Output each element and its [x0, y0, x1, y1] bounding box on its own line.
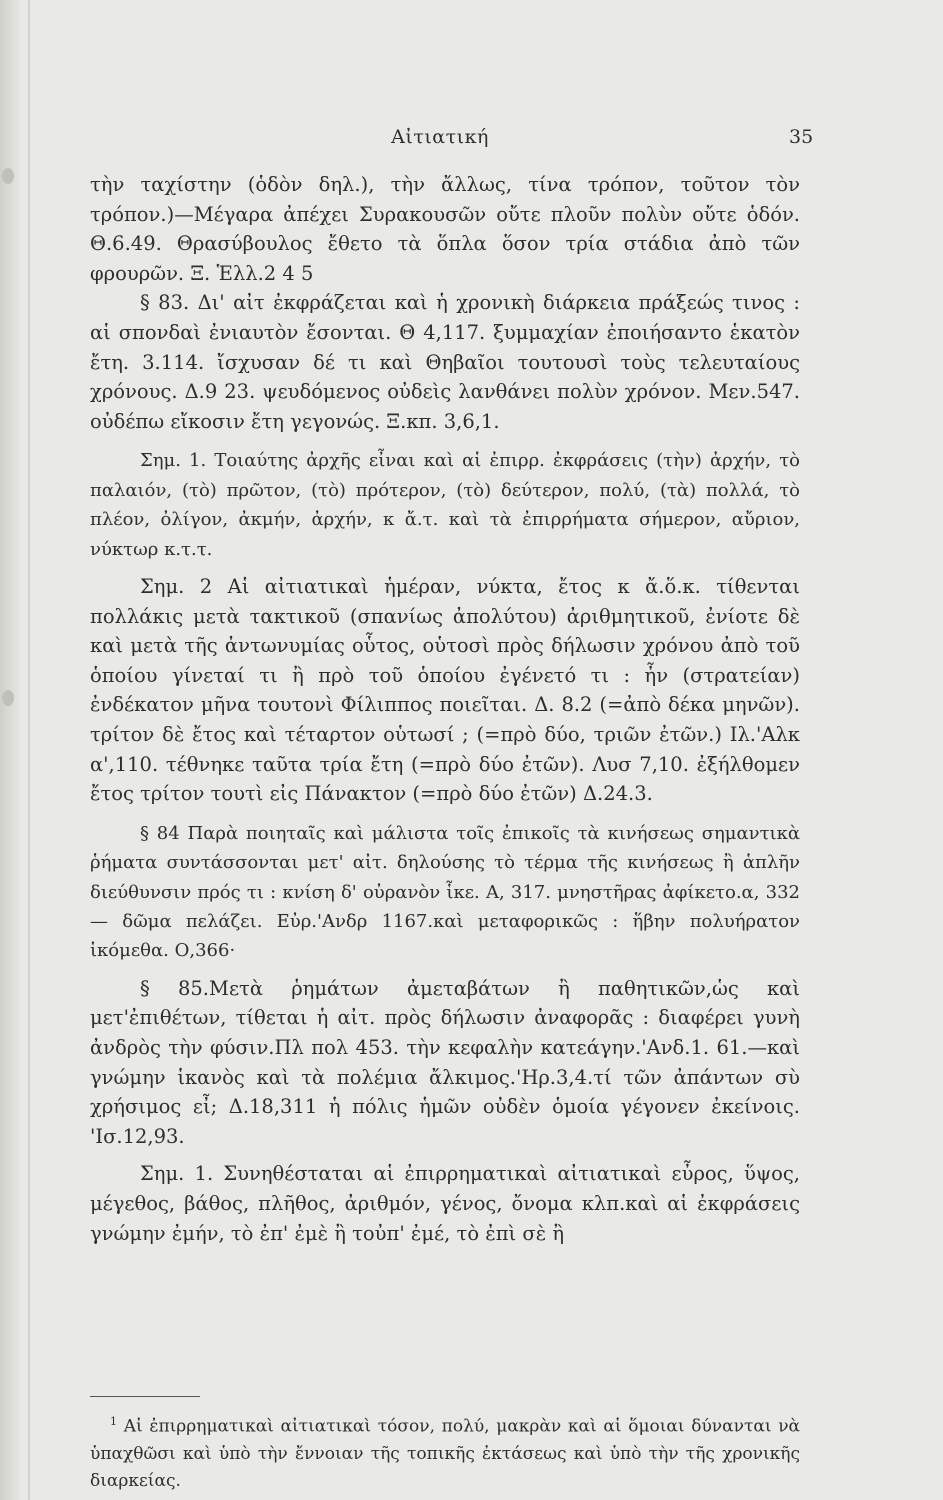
running-title: Αἰτιατική [391, 126, 489, 148]
paragraph-continuation: τὴν ταχίστην (ὁδὸν δηλ.), τὴν ἄλλως, τίνα τρόπον, τοῦτον τὸν τρόπον.)—Μέγαρα ἀπέχει Συρακουσῶν οὔτε πλοῦν πολὺν οὔτε ὁδόν. Θ.6.49. Θρασύβουλος ἔθετο τὰ ὅπλα ὅσον τρία στάδια ἀπὸ τῶν φρουρῶν. Ξ. Ἑλλ.2 4 5 [90, 173, 800, 285]
binding-crease [28, 0, 30, 1500]
binding-hole [2, 690, 14, 706]
main-text [90, 170, 800, 1248]
note-1-section-85: Σημ. 1. Συνηθέσταται αἱ ἐπιρρηματικαὶ αἰτιατικαὶ εὖρος, ὕψος, μέγεθος, βάθος, πλῆθος, ἀριθμόν, γένος, ὄνομα κλπ.καὶ αἱ ἐκφράσεις γνώμην ἐμήν, τὸ ἐπ' ἐμὲ ἢ τοὐπ' ἐμέ, τὸ ἐπὶ σὲ ἢ [90, 1162, 800, 1245]
section-85: § 85.Μετὰ ῥημάτων ἀμεταβάτων ἢ παθητικῶν,ὡς καὶ μετ'ἐπιθέτων, τίθεται ἡ αἰτ. πρὸς δήλωσιν ἀναφορᾶς : διαφέρει γυνὴ ἀνδρὸς τὴν φύσιν.Πλ πολ 453. τὴν κεφαλὴν κατεάγην.'Ανδ.1. 61.—καὶ γνώμην ἱκανὸς καὶ τὰ πολέμια ἄλκιμος.'Ηρ.3,4.τί τῶν ἀπάντων σὺ χρήσιμος εἶ; Δ.18,311 ἡ πόλις ἡμῶν οὐδὲν ὁμοία γέγονεν ἐκείνοις. 'Ισ.12,93. [90, 976, 800, 1148]
footnote [90, 1408, 800, 1495]
page-number: 35 [789, 126, 814, 148]
section-84: § 84 Παρὰ ποιηταῖς καὶ μάλιστα τοῖς ἐπικοῖς τὰ κινήσεως σημαντικὰ ῥήματα συντάσσονται μετ' αἰτ. δηλούσης τὸ τέρμα τῆς κινήσεως ἢ ἁπλῆν διεύθυνσιν πρός τι : κνίση δ' οὐρανὸν ἷκε. Α, 317. μνηστῆρας ἀφίκετο.α, 332 — δῶμα πελάζει. Εὐρ.'Ανδρ 1167.καὶ μεταφορικῶς : ἥβην πολυήρατον ἱκόμεθα. Ο,366· [90, 822, 800, 962]
page-binding-shadow [0, 0, 20, 1500]
footnote-text: Αἱ ἐπιρρηματικαὶ αἰτιατικαὶ τόσον, πολύ, μακρὰν καὶ αἱ ὅμοιαι δύνανται νὰ ὑπαχθῶσι καὶ ὑπὸ τὴν ἔννοιαν τῆς τοπικῆς ἐκτάσεως καὶ ὑπὸ τὴν τῆς χρονικῆς διαρκείας. [90, 1416, 801, 1491]
footnote-divider [90, 1396, 200, 1397]
section-83: § 83. Δι' αἰτ ἐκφράζεται καὶ ἡ χρονικὴ διάρκεια πράξεώς τινος : αἱ σπονδαὶ ἐνιαυτὸν ἔσονται. Θ 4,117. ξυμμαχίαν ἐποιήσαντο ἑκατὸν ἔτη. 3.114. ἴσχυσαν δέ τι καὶ Θηβαῖοι τουτουσὶ τοὺς τελευταίους χρόνους. Δ.9 23. ψευδόμενος οὐδεὶς λανθάνει πολὺν χρόνον. Μεν.547. οὐδέπω εἴκοσιν ἔτη γεγονώς. Ξ.κπ. 3,6,1. [90, 291, 800, 433]
note-1-section-83: Σημ. 1. Τοιαύτης ἀρχῆς εἶναι καὶ αἱ ἐπιρρ. ἐκφράσεις (τὴν) ἀρχήν, τὸ παλαιόν, (τὸ) πρῶτον, (τὸ) πρότερον, (τὸ) δεύτερον, πολύ, (τὰ) πολλά, τὸ πλέον, ὀλίγον, ἀκμήν, ἀρχήν, κ ἄ.τ. καὶ τὰ ἐπιρρήματα σήμερον, αὔριον, νύκτωρ κ.τ.τ. [90, 450, 800, 560]
note-2-section-83: Σημ. 2 Αἱ αἰτιατικαὶ ἡμέραν, νύκτα, ἔτος κ ἄ.ὅ.κ. τίθενται πολλάκις μετὰ τακτικοῦ (σπανίως ἀπολύτου) ἀριθμητικοῦ, ἐνίοτε δὲ καὶ μετὰ τῆς ἀντωνυμίας οὗτος, οὑτοσὶ πρὸς δήλωσιν χρόνου ἀπὸ τοῦ ὁποίου γίνεταί τι ἢ πρὸ τοῦ ὁποίου ἐγένετό τι : ἦν (στρατείαν) ἐνδέκατον μῆνα τουτονὶ Φίλιππος ποιεῖται. Δ. 8.2 (=ἀπὸ δέκα μηνῶν). τρίτον δὲ ἔτος καὶ τέταρτον οὑτωσί ; (=πρὸ δύο, τριῶν ἐτῶν.) Ιλ.'Αλκ α',110. τέθνηκε ταῦτα τρία ἔτη (=πρὸ δύο ἐτῶν). Λυσ 7,10. ἐξήλθομεν ἔτος τρίτον τουτὶ εἰς Πάνακτον (=πρὸ δύο ἐτῶν) Δ.24.3. [90, 574, 800, 806]
footnote-marker: 1 [110, 1415, 117, 1428]
page-header [90, 126, 814, 156]
binding-hole [2, 168, 14, 184]
